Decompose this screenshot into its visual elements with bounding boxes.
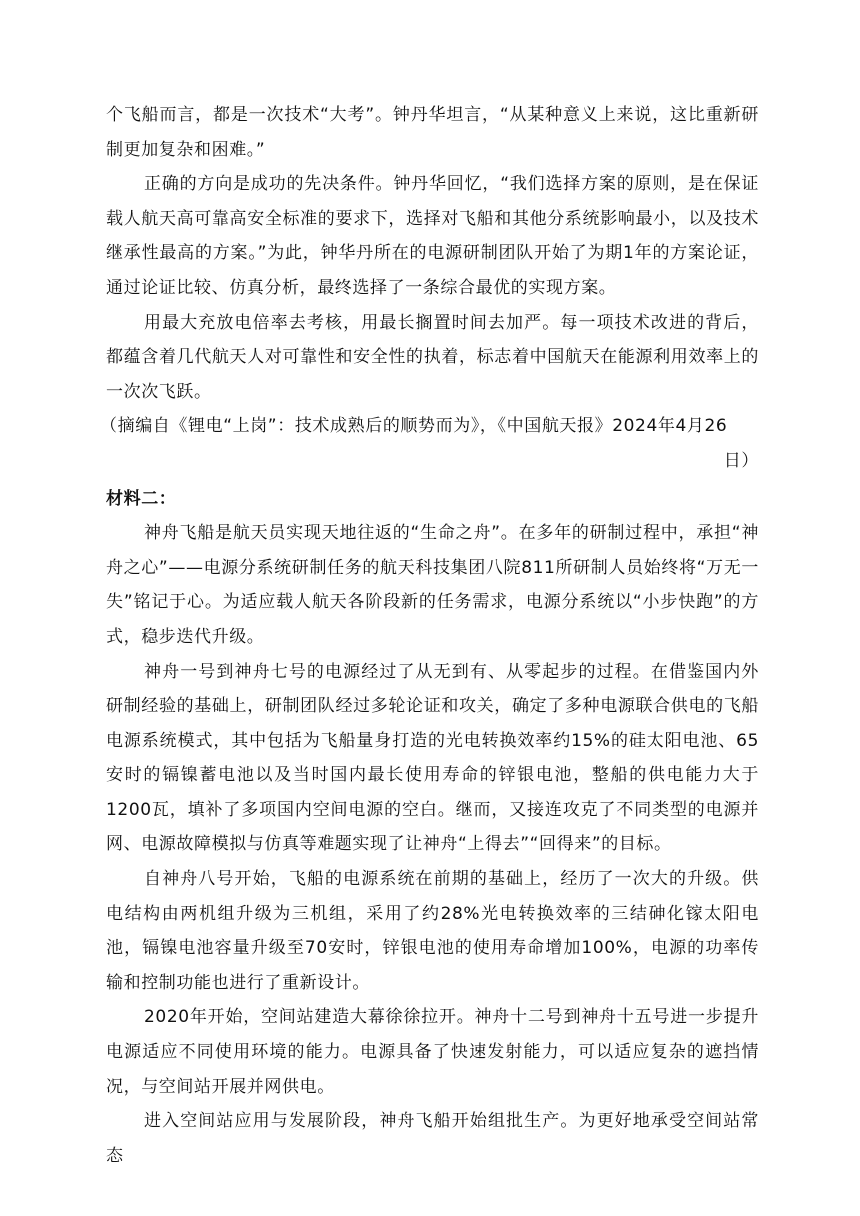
material-2-heading: 材料二：	[106, 488, 177, 509]
source-citation-end: 日）	[723, 450, 759, 471]
paragraph-2020: 2020年开始，空间站建造大幕徐徐拉开。神舟十二号到神舟十五号进一步提升电源适应不同使用环境的能力。电源具备了快速发射能力，可以适应复杂的遮挡情况，与空间站开展并网供电。	[106, 1007, 759, 1097]
paragraph-continued: 个飞船而言，都是一次技术“大考”。钟丹华坦言，“从某种意义上来说，这比重新研制更加复杂和困难。”	[106, 105, 759, 160]
paragraph-assessment: 用最大充放电倍率去考核，用最长搁置时间去加严。每一项技术改进的背后，都蕴含着几代航天人对可靠性和安全性的执着，标志着中国航天在能源利用效率上的一次次飞跃。	[106, 312, 759, 402]
source-citation: （摘编自《锂电“上岗”：技术成熟后的顺势而为》，《中国航天报》2024年4月26	[100, 416, 728, 437]
paragraph-direction: 正确的方向是成功的先决条件。钟丹华回忆，“我们选择方案的原则，是在保证载人航天高可靠高安全标准的要求下，选择对飞船和其他分系统影响最小，以及技术继承性最高的方案。”为此，钟华丹所在的电源研制团队开始了为期1年的方案论证，通过论证比较、仿真分析，最终选择了一条综合最优的实现方案。	[106, 174, 759, 298]
paragraph-shenzhou-8: 自神舟八号开始，飞船的电源系统在前期的基础上，经历了一次大的升级。供电结构由两机组升级为三机组，采用了约28%光电转换效率的三结砷化镓太阳电池，镉镍电池容量升级至70安时，锌银电池的使用寿命增加100%，电源的功率传输和控制功能也进行了重新设计。	[106, 869, 759, 993]
paragraph-lifeboat: 神舟飞船是航天员实现天地往返的“生命之舟”。在多年的研制过程中，承担“神舟之心”——电源分系统研制任务的航天科技集团八院811所研制人员始终将“万无一失”铭记于心。为适应载人航天各阶段新的任务需求，电源分系统以“小步快跑”的方式，稳步迭代升级。	[106, 523, 759, 647]
paragraph-space-station: 进入空间站应用与发展阶段，神舟飞船开始组批生产。为更好地承受空间站常态	[106, 1111, 759, 1166]
article-body	[100, 98, 759, 1173]
paragraph-shenzhou-1-7: 神舟一号到神舟七号的电源经过了从无到有、从零起步的过程。在借鉴国内外研制经验的基础上，研制团队经过多轮论证和攻关，确定了多种电源联合供电的飞船电源系统模式，其中包括为飞船量身打造的光电转换效率约15%的硅太阳电池、65安时的镉镍蓄电池以及当时国内最长使用寿命的锌银电池，整船的供电能力大于1200瓦，填补了多项国内空间电源的空白。继而，又接连攻克了不同类型的电源并网、电源故障模拟与仿真等难题实现了让神舟“上得去”“回得来”的目标。	[106, 661, 759, 855]
